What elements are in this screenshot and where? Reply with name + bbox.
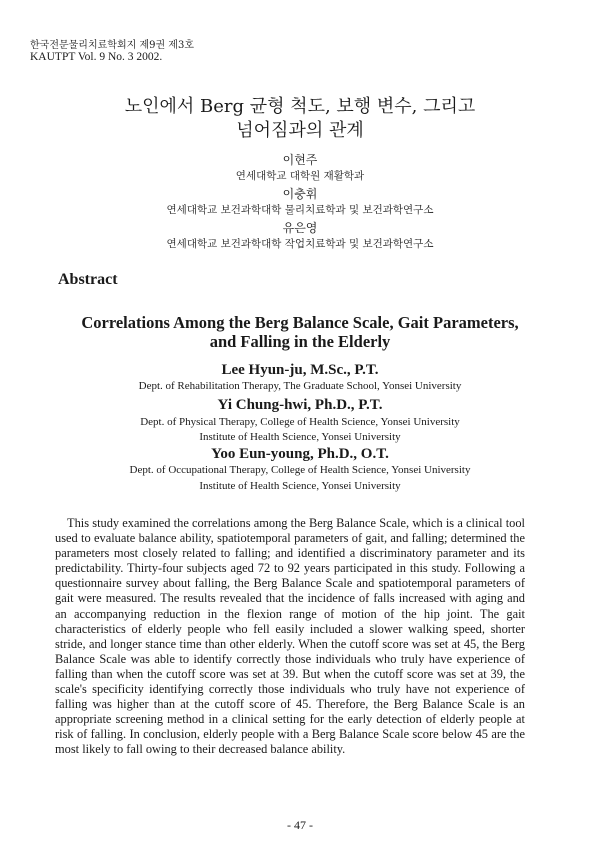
english-author-1: Lee Hyun-ju, M.Sc., P.T. — [221, 362, 379, 378]
english-author-3: Yoo Eun-young, Ph.D., O.T. — [211, 446, 389, 462]
english-author-1-affiliation: Dept. of Rehabilitation Therapy, The Graduate School, Yonsei University — [138, 380, 462, 392]
english-author-2: Yi Chung-hwi, Ph.D., P.T. — [217, 397, 383, 413]
english-author-3-institute: Institute of Health Science, Yonsei University — [199, 480, 401, 492]
page-number: - 47 - — [287, 818, 313, 832]
abstract-body: This study examined the correlations among the Berg Balance Scale, which is a clinical tool used to evaluate balance ability, spatiotemporal parameters of gait, and falling; determined the parameters most closely related to falling; and identified a discriminatory parameter and its predictability. Thirty-four subjects aged 72 to 92 years participated in this study. Following a questionnaire survey about falling, the Berg Balance Scale and spatiotemporal parameters of gait were measured. The results revealed that the incidence of falls increased with aging and an accompanying reduction in the flexion range of motion of the hip joint. The gait characteristics of elderly people who fell easily included a slower walking speed, shorter stride, and longer stance time than other elderly. When the cutoff score was set at 45, the Berg Balance Scale was able to identify correctly those individuals who truly have experience of falling than when the cutoff score was set at 39. But when the cutoff score was set at 39, the scale's specificity identifying correctly those individuals who truly have not experience of falling was higher than at the cutoff score of 45. Therefore, the Berg Balance Scale is an appropriate screening method in a clinical setting for the early detection of elderly people at risk of falling. In conclusion, elderly people with a Berg Balance Scale score below 45 are the most likely to fall owing to their decreased balance ability. — [55, 516, 525, 757]
korean-author-2: 이충휘 — [282, 187, 318, 201]
english-author-3-affiliation: Dept. of Occupational Therapy, College of Health Science, Yonsei University — [129, 464, 471, 476]
english-title-line-1: Correlations Among the Berg Balance Scale, Gait Parameters, — [81, 313, 519, 332]
abstract-heading: Abstract — [58, 271, 118, 288]
journal-name-korean: 한국전문물리치료학회지 제9권 제3호 — [30, 40, 194, 51]
journal-volume-info: KAUTPT Vol. 9 No. 3 2002. — [30, 51, 163, 63]
korean-author-2-affiliation: 연세대학교 보건과학대학 물리치료학과 및 보건과학연구소 — [166, 204, 434, 216]
korean-title-line-2: 넘어짐과의 관계 — [236, 120, 364, 141]
english-title-line-2: and Falling in the Elderly — [209, 332, 391, 351]
korean-author-1-affiliation: 연세대학교 대학원 재활학과 — [235, 170, 365, 182]
english-author-2-affiliation: Dept. of Physical Therapy, College of Health Science, Yonsei University — [140, 416, 460, 428]
korean-title-line-1: 노인에서 Berg 균형 척도, 보행 변수, 그리고 — [124, 96, 476, 117]
korean-author-1: 이현주 — [282, 153, 318, 167]
english-author-2-institute: Institute of Health Science, Yonsei University — [199, 431, 401, 443]
korean-author-3: 유은영 — [282, 221, 318, 235]
korean-author-3-affiliation: 연세대학교 보건과학대학 작업치료학과 및 보건과학연구소 — [166, 238, 434, 250]
